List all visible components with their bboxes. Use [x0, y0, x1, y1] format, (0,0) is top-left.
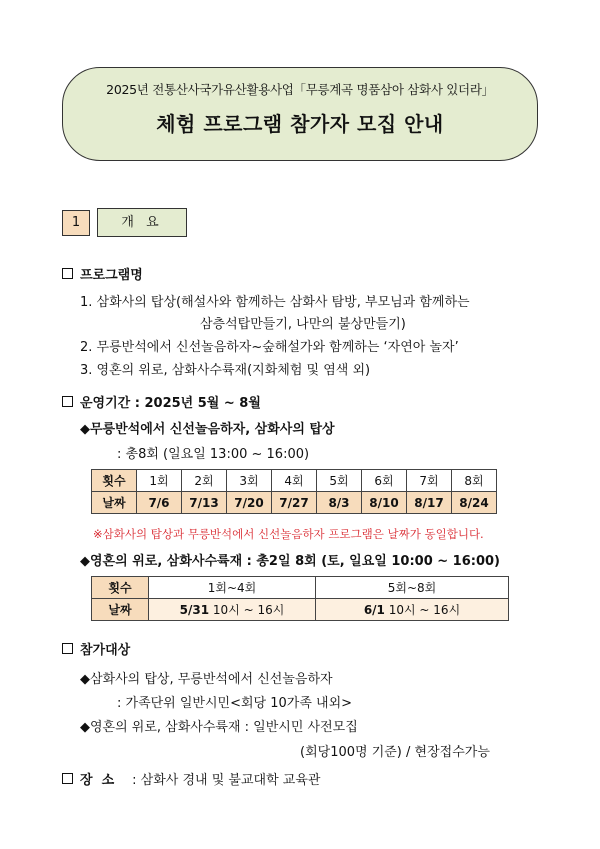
table-a-date: 7/6 — [137, 492, 182, 514]
banner-title: 체험 프로그램 참가자 모집 안내 — [156, 112, 444, 136]
location-heading: 장 소 — [80, 773, 115, 788]
section-number: 1 — [62, 210, 90, 236]
table-a-date: 7/13 — [182, 492, 227, 514]
program-item-3: 3. 영혼의 위로, 삼화사수륙재(지화체험 및 염색 외) — [80, 363, 371, 378]
table-a-count: 2회 — [182, 470, 227, 492]
location-value: : 삼화사 경내 및 불교대학 교육관 — [132, 773, 321, 788]
program-b-title: ◆영혼의 위로, 삼화사수륙재 : 총2일 8회 (토, 일요일 10:00 ~ 16:00) — [80, 554, 501, 569]
table-a-header-date: 날짜 — [92, 492, 137, 514]
program-a-schedule: : 총8회 (일요일 13:00 ~ 16:00) — [117, 447, 310, 462]
table-b-day: 6/1 — [363, 603, 385, 617]
table-a-date: 8/3 — [317, 492, 362, 514]
table-b-day: 5/31 — [179, 603, 210, 617]
target-heading: 참가대상 — [80, 643, 131, 658]
table-a-header-count: 횟수 — [92, 470, 137, 492]
table-a-count: 8회 — [452, 470, 497, 492]
table-a-date: 8/10 — [362, 492, 407, 514]
target-line-3: ◆영혼의 위로, 삼화사수륙재 : 일반시민 사전모집 — [80, 720, 358, 735]
table-a-count: 3회 — [227, 470, 272, 492]
table-b-date — [149, 599, 316, 621]
table-a-count: 4회 — [272, 470, 317, 492]
section-title: 개 요 — [97, 208, 187, 237]
checkbox-square-icon — [62, 268, 73, 279]
table-b-count: 5회~8회 — [316, 577, 509, 599]
checkbox-square-icon — [62, 773, 73, 784]
table-a-count: 5회 — [317, 470, 362, 492]
table-b-count: 1회~4회 — [149, 577, 316, 599]
schedule-table-a — [91, 469, 497, 514]
table-b-time: 10시 ~ 16시 — [388, 603, 461, 617]
checkbox-square-icon — [62, 643, 73, 654]
table-b-header-count: 횟수 — [92, 577, 149, 599]
program-heading-row — [62, 264, 143, 283]
table-a-date: 7/20 — [227, 492, 272, 514]
schedule-note: ※삼화사의 탑상과 무릉반석에서 신선놀음하자 프로그램은 날짜가 동일합니다. — [93, 527, 484, 541]
program-heading: 프로그램명 — [80, 268, 143, 283]
target-line-1: ◆삼화사의 탑상, 무릉반석에서 신선놀음하자 — [80, 672, 333, 687]
table-a-count: 7회 — [407, 470, 452, 492]
table-a-date: 8/24 — [452, 492, 497, 514]
schedule-table-b — [91, 576, 509, 621]
table-a-count: 1회 — [137, 470, 182, 492]
banner-subtitle: 2025년 전통산사국가유산활용사업「무릉계곡 명품삼아 삼화사 있더라」 — [106, 82, 494, 97]
table-a-date: 8/17 — [407, 492, 452, 514]
table-b-date — [316, 599, 509, 621]
location-row — [62, 769, 320, 788]
program-a-title: ◆무릉반석에서 신선놀음하자, 삼화사의 탑상 — [80, 422, 335, 437]
period-heading: 운영기간 : 2025년 5월 ~ 8월 — [80, 396, 261, 411]
program-item-1-cont: 삼층석탑만들기, 나만의 불상만들기) — [200, 317, 406, 332]
table-b-time: 10시 ~ 16시 — [212, 603, 285, 617]
table-a-count: 6회 — [362, 470, 407, 492]
target-heading-row — [62, 639, 130, 658]
target-line-4: (회당100명 기준) / 현장접수가능 — [300, 745, 490, 760]
program-item-2: 2. 무릉반석에서 신선놀음하자~숲해설가와 함께하는 ‘자연아 놀자’ — [80, 340, 459, 355]
period-heading-row — [62, 392, 261, 411]
checkbox-square-icon — [62, 396, 73, 407]
table-a-date: 7/27 — [272, 492, 317, 514]
target-line-2: : 가족단위 일반시민<회당 10가족 내외> — [117, 696, 353, 711]
title-banner — [62, 67, 538, 161]
program-item-1: 1. 삼화사의 탑상(해설사와 함께하는 삼화사 탐방, 부모님과 함께하는 — [80, 295, 470, 310]
table-b-header-date: 날짜 — [92, 599, 149, 621]
